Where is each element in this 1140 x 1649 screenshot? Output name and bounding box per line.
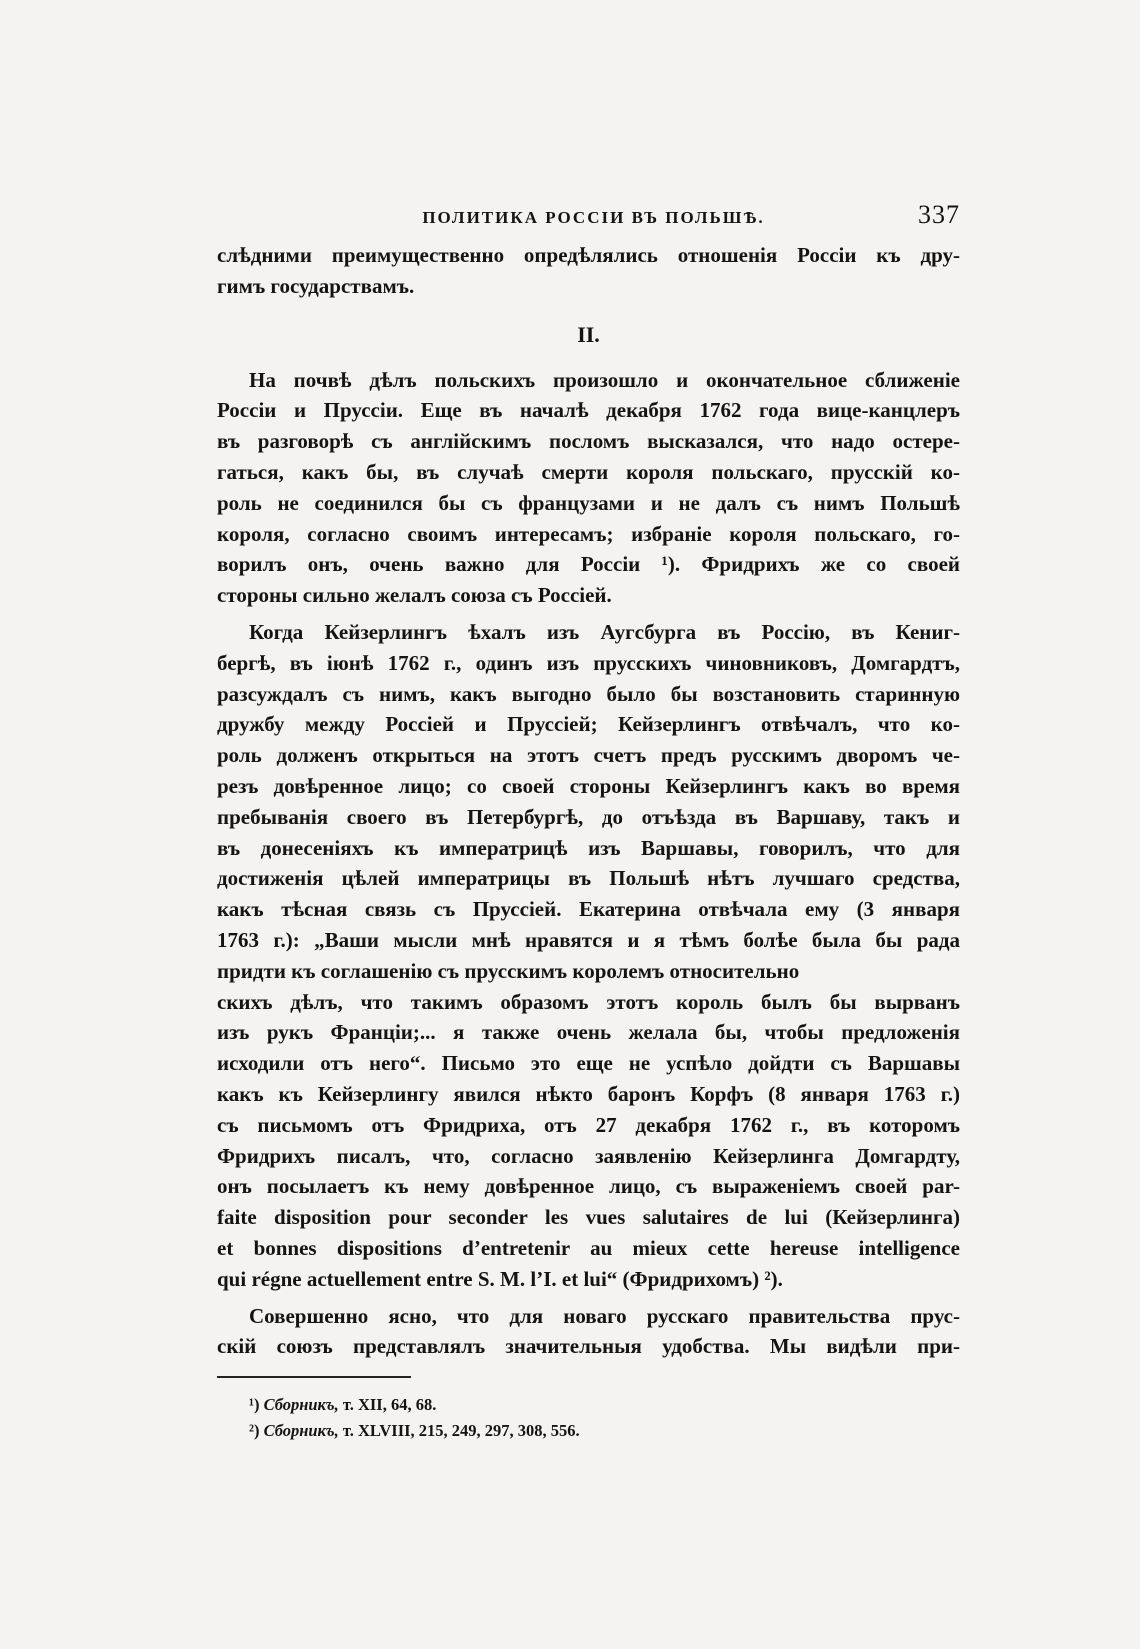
text-line: скихъ дѣлъ, что такимъ образомъ этотъ король былъ бы вырванъ [217,989,960,1014]
text-line: гаться, какъ бы, въ случаѣ смерти короля польскаго, прусскій ко- [217,459,960,484]
text-line: въ донесеніяхъ къ императрицѣ изъ Варшавы, говорилъ, что для [217,835,960,860]
footnote-mark: ²) [249,1421,260,1441]
text-line: достиженія цѣлей императрицы въ Польшѣ нѣтъ лучшаго средства, [217,866,960,891]
text-line: изъ рукъ Франціи;... я также очень желала бы, чтобы предложенія [217,1020,960,1045]
text-line: придти къ соглашенію съ прусскимъ королемъ относительно [217,958,800,983]
text-line: съ письмомъ отъ Фридриха, отъ 27 декабря 1762 г., въ которомъ [217,1112,960,1137]
text-line: короля, согласно своимъ интересамъ; избраніе короля польскаго, го- [217,521,960,546]
text-line: роль долженъ открыться на этотъ счетъ предъ русскимъ дворомъ че- [217,743,960,768]
text-line: Россіи и Пруссіи. Еще въ началѣ декабря 1762 года вице-канцлеръ [217,398,960,423]
text-line: пребыванія своего въ Петербургѣ, до отъѣзда въ Варшаву, такъ и [217,804,960,829]
text-line: слѣдними преимущественно опредѣлялись отношенія Россіи къ дру- [217,243,960,267]
running-title: ПОЛИТИКА РОССІИ ВЪ ПОЛЬШѢ. [422,208,765,227]
text-line: въ разговорѣ съ англійскимъ посломъ высказался, что надо остере- [217,429,960,454]
text-line: qui régne actuellement entre S. M. l’I. et lui“ (Фридрихомъ) ²). [217,1266,783,1291]
text-line: Когда Кейзерлингъ ѣхалъ изъ Аугсбурга въ Россію, въ Кениг- [249,619,960,644]
text-line: 1763 г.): „Ваши мысли мнѣ нравятся и я тѣмъ болѣе была бы рада [217,927,960,952]
footnote [217,1392,960,1418]
text-line: Совершенно ясно, что для новаго русскаго правительства прус- [249,1303,960,1328]
text-line: ворилъ онъ, очень важно для Россіи ¹). Фридрихъ же со своей [217,552,960,577]
footnote-source: Сборникъ, [263,1395,339,1415]
text-line: дружбу между Россіей и Пруссіей; Кейзерлингъ отвѣчалъ, что ко- [217,712,960,737]
footnote-reference: т. XII, 64, 68. [342,1395,437,1415]
text-line: Фридрихъ писалъ, что, согласно заявленію Кейзерлинга Домгардту, [217,1143,960,1168]
running-head [217,196,960,240]
text-line: faite disposition pour seconder les vues salutaires de lui (Кейзерлинга) [217,1205,960,1230]
footnote-mark: ¹) [249,1395,260,1415]
text-line: бергѣ, въ іюнѣ 1762 г., одинъ изъ прусскихъ чиновниковъ, Домгардтъ, [217,650,960,675]
footnote-rule [217,1376,411,1378]
text-line: онъ посылаетъ къ нему довѣренное лицо, съ выраженіемъ своей par- [217,1174,960,1199]
text-line: et bonnes dispositions d’entretenir au mieux cette hereuse intelligence [217,1235,960,1260]
section-heading: II. [577,321,600,347]
text-line: исходили отъ него“. Письмо это еще не успѣло дойдти съ Варшавы [217,1051,960,1076]
paragraph-continuation [217,240,960,302]
text-line: резъ довѣренное лицо; со своей стороны Кейзерлингъ какъ во время [217,773,960,798]
text-line: какъ тѣсная связь съ Пруссіей. Екатерина отвѣчала ему (3 января [217,897,960,922]
footnote-source: Сборникъ, [263,1421,339,1441]
text-line: стороны сильно желалъ союза съ Россіей. [217,583,612,608]
text-block [217,196,960,1444]
text-line: разсуждалъ съ нимъ, какъ выгодно было бы возстановить старинную [217,681,960,706]
paragraph [217,1301,960,1363]
text-line: какъ къ Кейзерлингу явился нѣкто баронъ Корфъ (8 января 1763 г.) [217,1081,960,1106]
text-line: гимъ государствамъ. [217,273,415,298]
text-line: скій союзъ представлялъ значительныя удобства. Мы видѣли при- [217,1334,960,1359]
text-line: роль не соединился бы съ французами и не далъ съ нимъ Польшѣ [217,490,960,515]
page-number: 337 [918,200,960,229]
paragraph [217,365,960,611]
paragraph [217,617,960,1295]
footnote-reference: т. XLVIII, 215, 249, 297, 308, 556. [342,1421,580,1441]
footnote [217,1418,960,1444]
text-line: На почвѣ дѣлъ польскихъ произошло и окончательное сближеніе [249,367,960,392]
